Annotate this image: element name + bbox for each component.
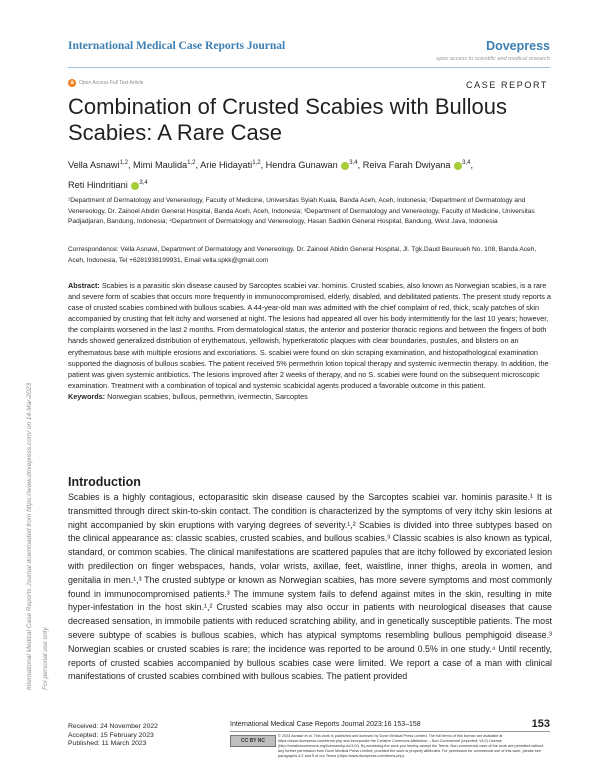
- abstract-text: Scabies is a parasitic skin disease caused by Sarcoptes scabiei var. hominis. Crusted scabies, also known as Norwegian scabies, is a rare and severe form of scabies that occurs more frequently in immunocompromised, elderly, disabled, and debilitated patients. The present study reports a case of crusted scabies combined with bullous scabies. A 44-year-old man was admitted with the chief complaint of red, thick, scaly patches of skin accompanied by crusting that felt itchy and worsened at night. The lesions had appeared all over his body intermittently for the last 10 years; however, the complaints worsened in the last 2 months. From dermatological status, the anterior and posterior thoracic regions and between the fingers of both hands showed generalized distribution of erythematous, yellowish, hyperkeratotic plaques with clear boundaries, pustules, and blisters on an erythematous base with multiple erosions and excoriations. S. scabiei were found on skin scraping examination, and histopathological examination supported the diagnosis of bullous scabies. The patient received 5% permethrin lotion topical therapy and systemic ivermectin therapy. In addition, the patient was given systemic antibiotics. The lesions improved after 2 weeks of therapy, and no S. scabiei were found on the subsequent microscopic examination. Treatment with a combination of topical and systemic scabicidal agents produced a favorable outcome in this patient.: [68, 281, 551, 390]
- author-list: Vella Asnawi$^{1,2}$, Mimi Maulida$^{1,2}$, Arie Hidayati$^{1,2}$, Hendra Gunawan $^{3,4}$, Reiva Farah Dwiyana $^{3,4}$, Reti Hindritiani $^{3,4}$: [68, 160, 474, 191]
- published-date: Published: 11 March 2023: [68, 740, 147, 747]
- open-access-label: [68, 79, 143, 87]
- abstract: [68, 280, 552, 402]
- author[interactable]: Hendra Gunawan $^{3,4}$: [265, 160, 358, 171]
- author[interactable]: Mimi Maulida$^{1,2}$: [133, 160, 196, 171]
- publication-dates: [68, 723, 158, 749]
- keywords: Norwegian scabies, bullous, permethrin, ivermectin, Sarcoptes: [107, 391, 308, 401]
- publisher-logo[interactable]: Dovepress: [486, 39, 550, 53]
- cc-license-icon[interactable]: CC BY NC: [230, 735, 276, 747]
- received-date: Received: 24 November 2022: [68, 723, 158, 730]
- author[interactable]: Vella Asnawi$^{1,2}$: [68, 160, 128, 171]
- accepted-date: Accepted: 15 February 2023: [68, 731, 154, 739]
- author[interactable]: Reti Hindritiani $^{3,4}$: [68, 180, 148, 191]
- affiliations: ¹Department of Dermatology and Venereology, Faculty of Medicine, Universitas Syiah Kuala, Banda Aceh, Aceh, Indonesia; ²Department of Dermatology and Venereology, Dr. Zainoel Abidin General Hospital, Banda Aceh, Aceh, Indonesia; ³Department of Dermatology and Venereology, Faculty of Medicine, Universitas Padjadjaran, Bandung, Indonesia; ⁴Department of Dermatology and Venereology, Hasan Sadikin General Hospital, Bandung, West Java, Indonesia: [68, 197, 535, 225]
- journal-citation: International Medical Case Reports Journal 2023:16 153–158: [230, 721, 421, 728]
- author[interactable]: Reiva Farah Dwiyana $^{3,4}$: [362, 160, 471, 171]
- correspondence: Correspondence: Vella Asnawi, Department of Dermatology and Venereology, Dr. Zainoel Abidin General Hospital, Jl. Tgk.Daud Beureueh No. 108, Banda Aceh, Aceh, Indonesia, Tel +6281938199931, Email vella.spkk@gmail.com: [68, 246, 537, 264]
- page-number: 153: [531, 718, 550, 730]
- personal-use-notice: For personal use only.: [42, 626, 49, 690]
- introduction-text: Scabies is a highly contagious, ectoparasitic skin disease caused by the Sarcoptes scabiei var. hominis parasite.¹ It is transmitted through direct skin-to-skin contact. The condition is characterized by the symptoms of very itchy skin lesions at night accompanied by skin eruptions with varying degrees of severity.¹,² Scabies is divided into three subtypes based on the clinical appearance as: classic scabies, crusted scabies, and bullous scabies.³ Classic scabies is also known as typical, standard, or common scabies. The clinical manifestations are scattered papules that are itchy followed by excoriated lesion with predilection on finger webspaces, hands, volar wrists, axillae, feet, waistline, inner thighs, areola in women, and genitalia in men.¹,³ The crusted subtype or known as Norwegian scabies, has more severe symptoms and most commonly found in immunocompromised patients.³ The immune system fails to defend against mites in the skin, resulting in mite hyper-infestation in the host skin.¹,² Crusted scabies may also occur in patients with neurological diseases that cause decreased sensation, in immobile patients with reduced scratching ability, and in genetically susceptible patients. The most severe subtype of scabies is bullous scabies, which has atypical symptoms resembling bullous pemphigoid disease.³ Norwegian scabies or crusted scabies is rare; the incidence was reported to be around 0.5% in one study.⁴ Until recently, reports of crusted scabies accompanied by bullous scabies case were limited. We report a case of a man with clinical manifestations of crusted scabies combined with bullous scabies. The patient provided: [68, 492, 552, 682]
- article-type: CASE REPORT: [466, 80, 548, 90]
- header-divider: [68, 67, 550, 68]
- introduction-heading: Introduction: [68, 475, 141, 489]
- author[interactable]: Arie Hidayati$^{1,2}$: [200, 160, 261, 171]
- open-access-text: Open Access Full Text Article: [79, 80, 144, 86]
- open-access-icon: a: [68, 79, 76, 87]
- license-text: © 2023 Asnawi et al. This work is published and licensed by Dove Medical Press Limited. The full terms of this license are available at https://www.dovepress.com/terms.php and incorporate the Creative Commons Attribution – Non Commercial (unported, v3.0) License (http://creativecommons.org/licenses/by-nc/3.0/). By accessing the work you hereby accept the Terms. Non-commercial uses of the work are permitted without any further permission from Dove Medical Press Limited, provided the work is properly attributed. For permission for commercial use of this work, please see paragraphs 4.2 and 5 of our Terms (https://www.dovepress.com/terms.php).: [278, 734, 544, 758]
- keywords-label: Keywords:: [68, 391, 106, 401]
- download-notice: International Medical Case Reports Journal downloaded from https://www.dovepress.com/ on 14-Mar-2023: [26, 383, 33, 690]
- orcid-icon[interactable]: [454, 162, 462, 170]
- journal-name: International Medical Case Reports Journal: [68, 40, 286, 52]
- abstract-label: Abstract:: [68, 281, 100, 290]
- publisher-tagline: open access to scientific and medical research: [436, 56, 550, 62]
- article-title: Combination of Crusted Scabies with Bullous Scabies: A Rare Case: [68, 94, 508, 145]
- footer-divider: [230, 731, 550, 732]
